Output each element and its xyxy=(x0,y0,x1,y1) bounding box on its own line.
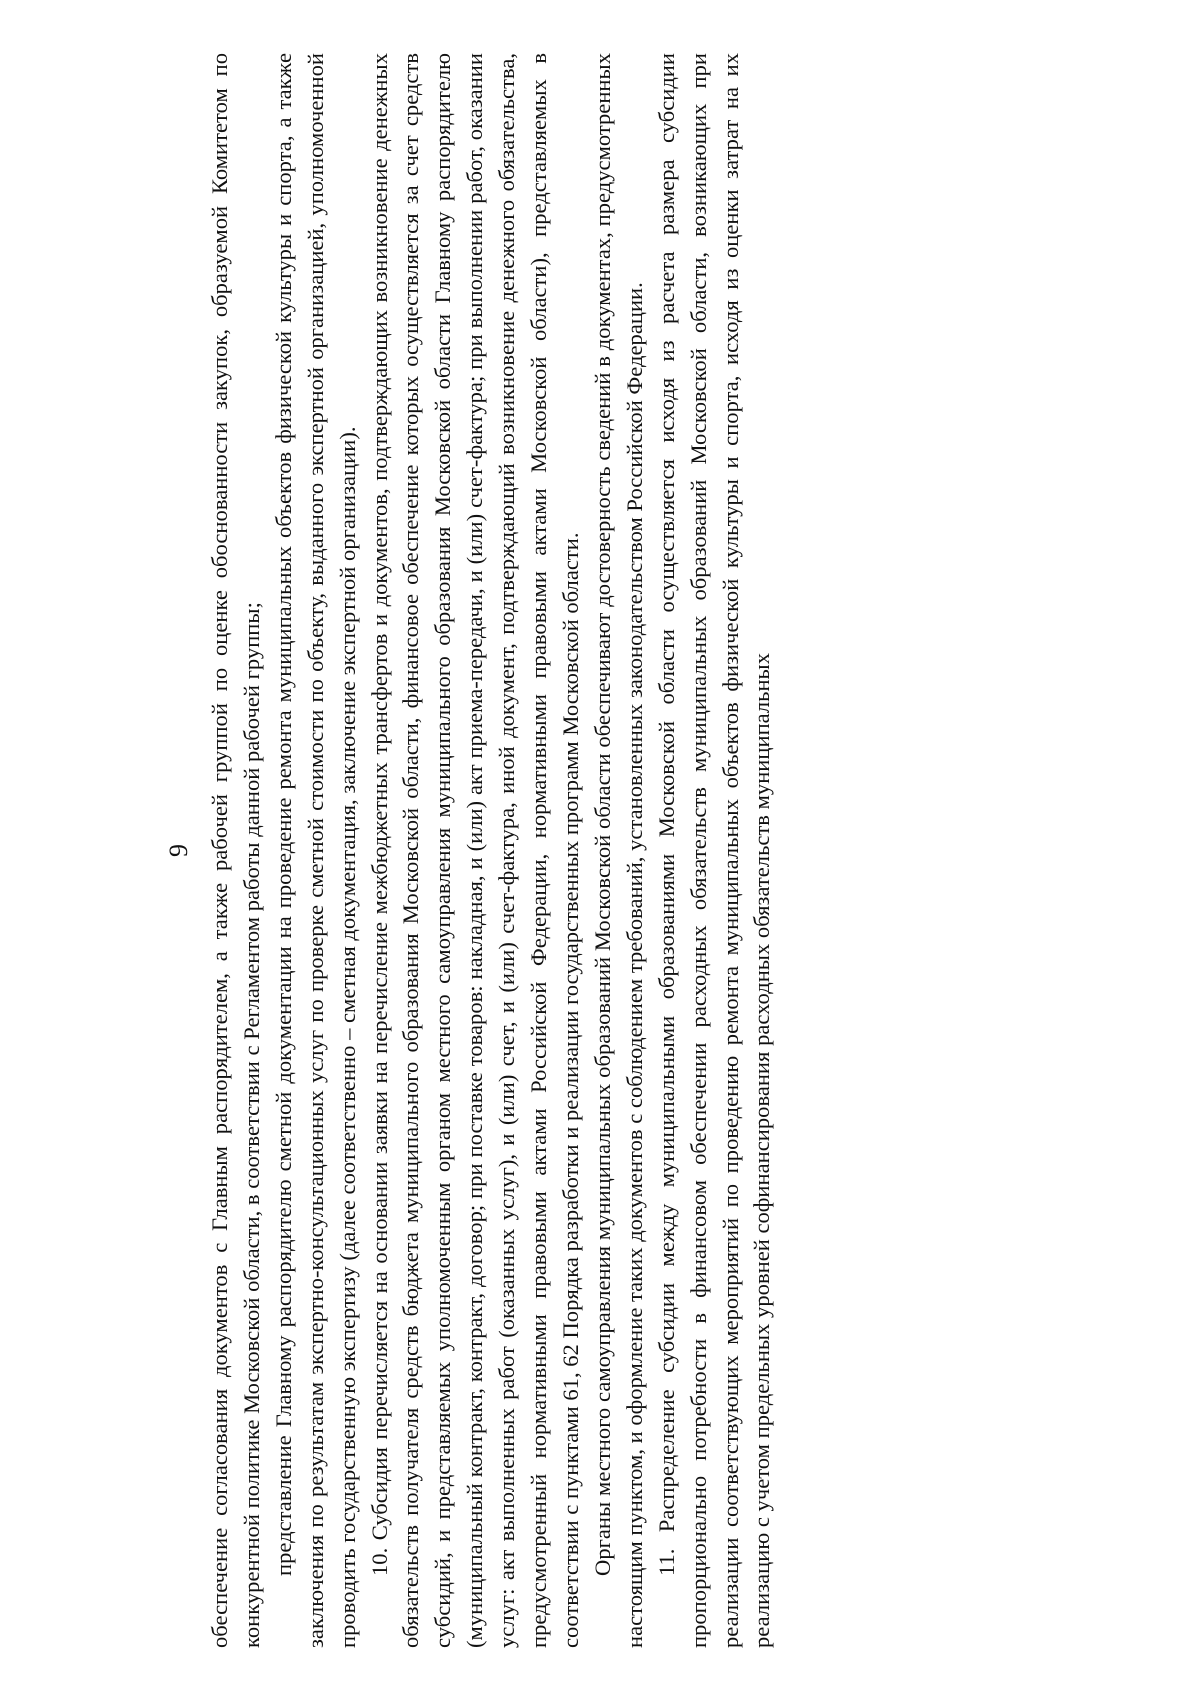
paragraph-3: 10. Субсидия перечисляется на основании заявки на перечисление межбюджетных трансфертов и документов, подтверждающих возникновение денежных обязательств получателя средств бюджета муниципального образования Московской области, финансовое обеспечение которых осуществляется за счет средств субсидий, и представляемых уполномоченным органом местного самоуправления муниципального образования Московской области Главному распорядителю (муниципальный контракт, контракт, договор; при поставке товаров: накладная, и (или) акт приема-передачи, и (или) счет-фактура; при выполнении работ, оказании услуг: акт выполненных работ (оказанных услуг), и (или) счет, и (или) счет-фактура, иной документ, подтверждающий возникновение денежного обязательства, предусмотренный нормативными правовыми актами Российской Федерации, нормативными правовыми актами Московской области), представляемых в соответствии с пунктами 61, 62 Порядка разработки и реализации государственных программ Московской области. xyxy=(366,53,583,1648)
page-number: 9 xyxy=(164,844,193,857)
rotated-text-block xyxy=(165,53,1100,1648)
paragraph-2: представление Главному распорядителю сметной документации на проведение ремонта муниципальных объектов физической культуры и спорта, а также заключения по результатам экспертно-консультационных услуг по проверке сметной стоимости по объекту, выданного экспертной организацией, уполномоченной проводить государственную экспертизу (далее соответственно – сметная документация, заключение экспертной организации). xyxy=(270,53,360,1648)
paragraph-1: обеспечение согласования документов с Главным распорядителем, а также рабочей группой по оценке обоснованности закупок, образуемой Комитетом по конкурентной политике Московской области, в соответствии с Регламентом работы данной рабочей группы; xyxy=(207,53,264,1648)
paragraph-4: Органы местного самоуправления муниципальных образований Московской области обеспечивают достоверность сведений в документах, предусмотренных настоящим пунктом, и оформление таких документов с соблюдением требований, установленных законодательством Российской Федерации. xyxy=(589,53,647,1648)
document-body xyxy=(204,53,778,1648)
paragraph-5: 11. Распределение субсидии между муниципальными образованиями Московской области осуществляется исходя из расчета размера субсидии пропорционально потребности в финансовом обеспечении расходных обязательств муниципальных образований Московской области, возникающих при реализации соответствующих мероприятий по проведению ремонта муниципальных объектов физической культуры и спорта, исходя из оценки затрат на их реализацию с учетом предельных уровней софинансирования расходных обязательств муниципальных xyxy=(653,53,775,1648)
